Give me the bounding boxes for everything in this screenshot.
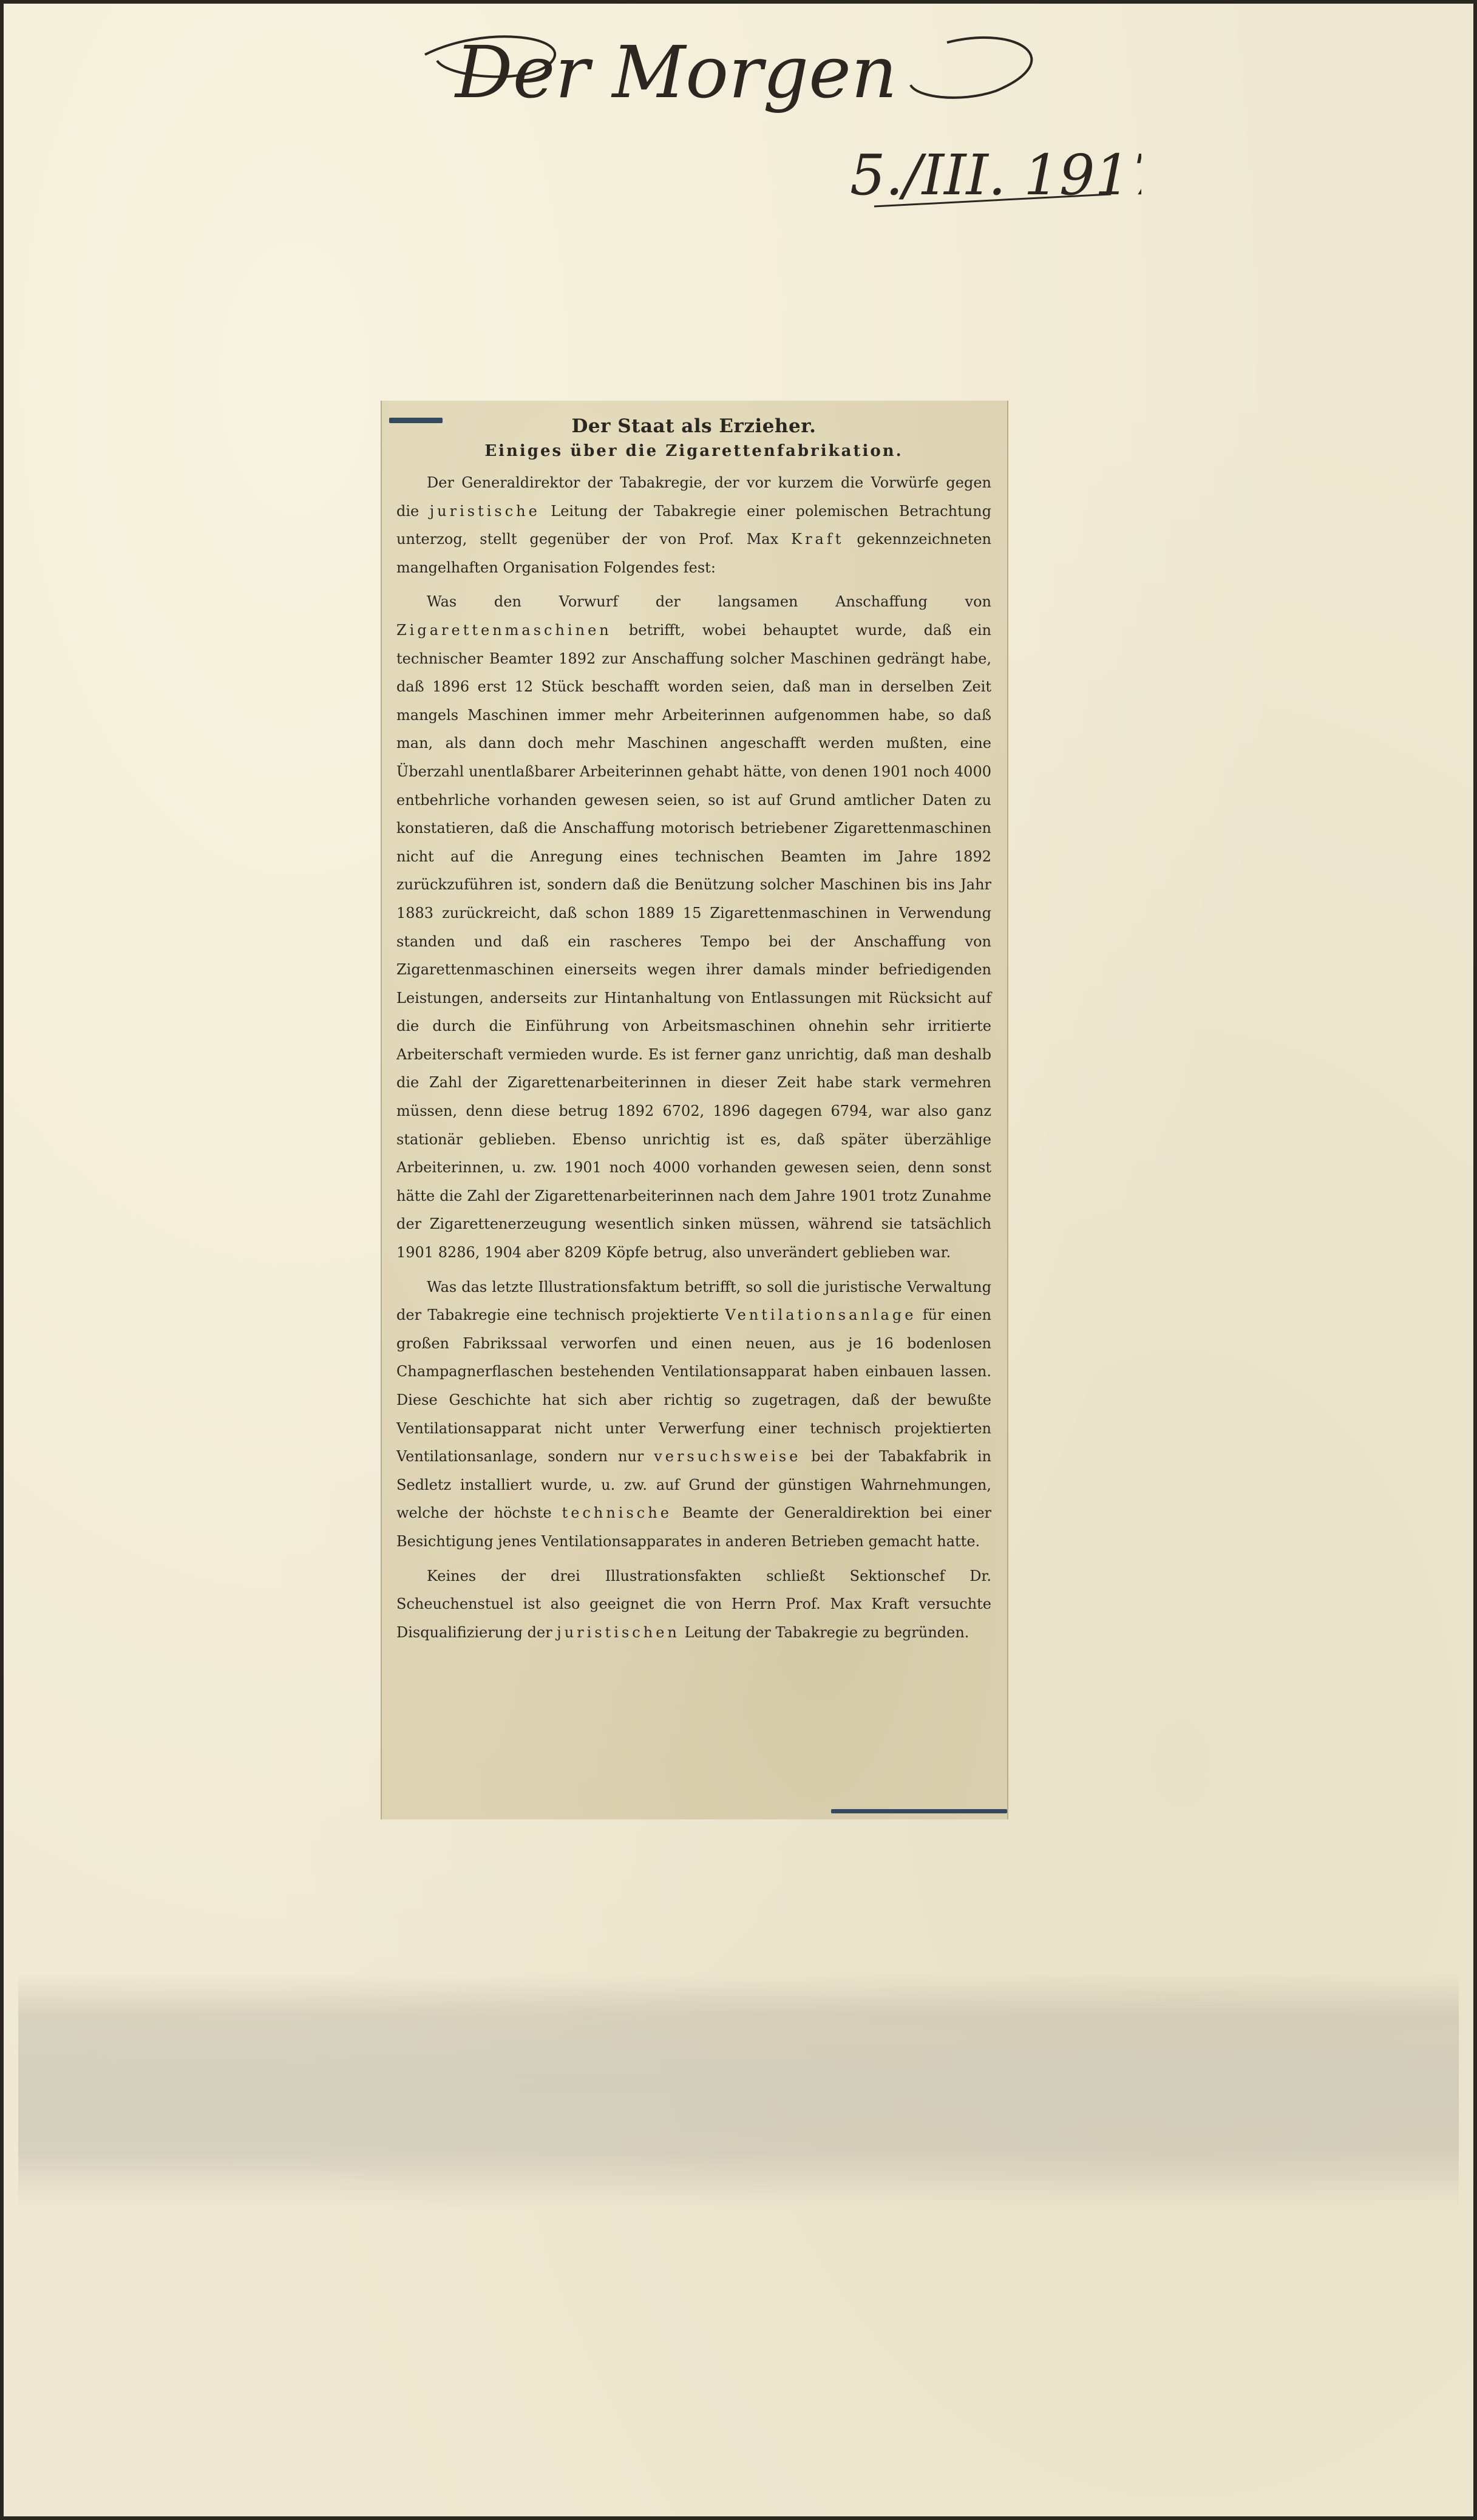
spaced-emphasis-text: Ventilationsanlage <box>725 1306 917 1324</box>
spaced-emphasis-text: juristischen <box>557 1623 680 1641</box>
article-subheadline: Einiges über die Zigarettenfabrikation. <box>484 442 903 460</box>
article-body <box>396 469 991 1646</box>
paragraph-text: Keines der drei Illustrationsfakten schließt Sektionschef Dr. Scheuchenstuel ist also geeignet die von Herrn Prof. Max Kraft versuchte Disqualifizierung der <box>396 1567 991 1641</box>
handwritten-annotation <box>413 12 1141 231</box>
spaced-emphasis-text: Kraft <box>791 531 844 548</box>
scan-glare-band <box>18 1973 1459 2210</box>
spaced-emphasis-text: versuchsweise <box>654 1448 801 1465</box>
clipping-edge-mark-top <box>389 418 443 423</box>
paragraph-text: gekennzeichneten mangelhaften Organisation Folgendes fest: <box>396 531 991 576</box>
clipping-edge-mark-bottom <box>831 1809 1007 1813</box>
handwriting-flourish-right <box>911 38 1031 98</box>
spaced-emphasis-text: technische <box>562 1504 672 1522</box>
handwriting-svg <box>413 12 1141 231</box>
paragraph-text: Was das letzte Illustrationsfaktum betrifft, so soll die juristische Verwaltung der Tabakregie eine technisch projektierte <box>396 1278 991 1324</box>
paragraph-text: für einen großen Fabrikssaal verworfen und einen neuen, aus je 16 bodenlosen Champagnerflaschen bestehenden Ventilationsapparat haben einbauen lassen. Diese Geschichte hat sich aber richtig so zugetragen, daß der bewußte Ventilationsapparat nicht unter Verwerfung einer technisch projektierten Ventilationsanlage, sondern nur <box>396 1306 991 1465</box>
newspaper-clipping <box>381 401 1008 1819</box>
article-paragraph <box>396 469 991 582</box>
paragraph-text: Was den Vorwurf der langsamen Anschaffung von <box>427 593 991 611</box>
article-headline: Der Staat als Erzieher. <box>571 415 817 437</box>
paragraph-text: bei der Tabakfabrik in Sedletz installiert wurde, u. zw. auf Grund der günstigen Wahrnehmungen, welche der höchste <box>396 1448 992 1522</box>
spaced-emphasis-text: juristische <box>429 502 540 520</box>
paragraph-text: Leitung der Tabakregie einer polemischen Betrachtung unterzog, stellt gegenüber der von Prof. Max <box>396 502 992 548</box>
handwriting-line2: 5./III. 1917 <box>850 143 1141 208</box>
paragraph-text: Der Generaldirektor der Tabakregie, der vor kurzem die Vorwürfe gegen die <box>396 474 991 520</box>
paragraph-text: Beamte der Generaldirektion bei einer Besichtigung jenes Ventilationsapparates in anderen Betrieben gemacht hatte. <box>396 1504 992 1550</box>
article-paragraph <box>396 1273 991 1556</box>
paragraph-text: Leitung der Tabakregie zu begründen. <box>679 1623 969 1641</box>
article-paragraph <box>396 1562 991 1647</box>
spaced-emphasis-text: Zigarettenmaschinen <box>396 621 612 639</box>
handwriting-line1: Der Morgen <box>455 30 897 114</box>
paragraph-text: betrifft, wobei behauptet wurde, daß ein technischer Beamter 1892 zur Anschaffung solcher Maschinen gedrängt habe, daß 1896 erst 12 Stück beschafft worden seien, daß man in derselben Zeit mangels Maschinen immer mehr Arbeiterinnen aufgenommen habe, so daß man, als dann doch mehr Maschinen angeschafft werden mußten, eine Überzahl unentlaßbarer Arbeiterinnen gehabt hätte, von denen 1901 noch 4000 entbehrliche vorhanden gewesen seien, so ist auf Grund amtlicher Daten zu konstatieren, daß die Anschaffung motorisch betriebener Zigarettenmaschinen nicht auf die Anregung eines technischen Beamten im Jahre 1892 zurückzuführen ist, sondern daß die Benützung solcher Maschinen bis ins Jahr 1883 zurückreicht, daß schon 1889 15 Zigarettenmaschinen in Verwendung standen und daß ein rascheres Tempo bei der Anschaffung von Zigarettenmaschinen einerseits wegen ihrer damals minder befriedigenden Leistungen, anderseits zur Hintanhaltung von Entlassungen mit Rücksicht auf die durch die Einführung von Arbeitsmaschinen ohnehin sehr irritierte Arbeiterschaft vermieden wurde. Es ist ferner ganz unrichtig, daß man deshalb die Zahl der Zigarettenarbeiterinnen in dieser Zeit habe stark vermehren müssen, denn diese betrug 1892 6702, 1896 dagegen 6794, war also ganz stationär geblieben. Ebenso unrichtig ist es, daß später überzählige Arbeiterinnen, u. zw. 1901 noch 4000 vorhanden gewesen seien, denn sonst hätte die Zahl der Zigarettenarbeiterinnen nach dem Jahre 1901 trotz Zunahme der Zigarettenerzeugung wesentlich sinken müssen, während sie tatsächlich 1901 8286, 1904 aber 8209 Köpfe betrug, also unverändert geblieben war. <box>396 621 991 1262</box>
article-paragraph <box>396 588 991 1266</box>
